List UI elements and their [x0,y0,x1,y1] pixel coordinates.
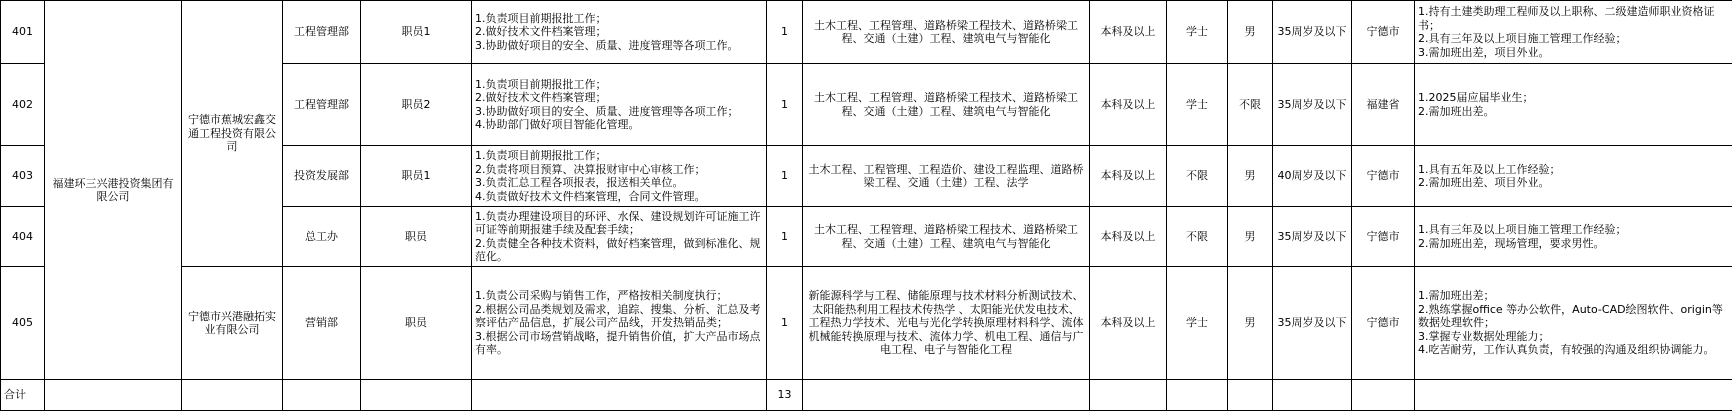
location-cell: 宁德市 [1352,267,1415,380]
headcount-cell: 1 [767,267,803,380]
requirement-line: 1.2025届应届毕业生； [1418,91,1534,104]
empty-cell [803,380,1090,411]
requirement-line: 3.需加班出差，项目外业。 [1418,45,1550,59]
duties-cell [472,267,767,380]
location-cell: 宁德市 [1352,146,1415,207]
empty-cell [1273,380,1352,411]
major-cell: 新能源科学与工程、储能原理与技术材料分析测试技术、太阳能热利用工程技术传热学 、太阳能光伏发电技术、 工程热力学技术、光电与光化学转换原理材料科学、流体机械能转换原理与技术、流体力学、机电工程、通信与广电工程、电子与智能化工程 [803,267,1090,380]
duty-line: 3.协助做好项目的安全、质量、进度管理等各项工作； [475,104,739,118]
duties-cell [472,207,767,267]
requirement-line: 1.持有土建类助理工程师及以上职称、二级建造师职业资格证书； [1418,5,1715,32]
row-number: 404 [1,207,45,267]
requirement-line: 4.吃苦耐劳，工作认真负责，有较强的沟通及组织协调能力。 [1418,343,1715,357]
empty-cell [472,380,767,411]
requirements-cell [1415,267,1732,380]
post-cell: 职员2 [361,64,472,146]
duties-cell [472,1,767,64]
row-number: 405 [1,267,45,380]
duty-line: 3.协助做好项目的安全、质量、进度管理等各项工作。 [475,38,739,52]
degree-cell: 不限 [1167,207,1228,267]
requirement-line: 2.熟练掌握office 等办公软件，Auto-CAD绘图软件、origin等数据处理软件； [1418,302,1723,330]
post-cell: 职员1 [361,146,472,207]
duty-line: 1.负责公司采购与销售工作，严格按相关制度执行； [475,289,728,303]
duty-line: 2.负责健全各种技术资料，做好档案管理，做到标准化、规范化。 [475,236,761,263]
empty-cell [361,380,472,411]
requirement-line: 3.掌握专业数据处理能力； [1418,329,1550,343]
department-cell: 工程管理部 [283,1,361,64]
requirement-line: 2.需加班出差，现场管理，要求男性。 [1418,236,1605,250]
group-name-cell: 福建环三兴港投资集团有限公司 [45,1,182,380]
age-cell: 35周岁及以下 [1273,267,1352,380]
degree-cell: 学士 [1167,1,1228,64]
duties-cell [472,64,767,146]
headcount-cell: 1 [767,64,803,146]
department-cell: 工程管理部 [283,64,361,146]
table-row [1,267,1732,380]
duty-line: 4.负责做好技术文件档案管理，合同文件管理。 [475,189,706,203]
empty-cell [283,380,361,411]
row-number: 402 [1,64,45,146]
headcount-cell: 1 [767,146,803,207]
gender-cell: 男 [1228,267,1273,380]
total-count: 13 [767,380,803,411]
age-cell: 35周岁及以下 [1273,1,1352,64]
major-cell: 土木工程、工程管理、道路桥梁工程技术、道路桥梁工程、交通（土建）工程、建筑电气与智能化 [803,64,1090,146]
duties-cell [472,146,767,207]
major-cell: 土木工程、工程管理、工程造价、建设工程监理、道路桥梁工程、交通（土建）工程、法学 [803,146,1090,207]
education-cell: 本科及以上 [1090,1,1167,64]
empty-cell [182,380,283,411]
requirements-cell [1415,146,1732,207]
requirements-cell [1415,1,1732,64]
age-cell: 35周岁及以下 [1273,64,1352,146]
requirement-line: 2.需加班出差。 [1418,104,1495,118]
requirements-cell [1415,207,1732,267]
row-number: 403 [1,146,45,207]
major-cell: 土木工程、工程管理、道路桥梁工程技术、道路桥梁工程、交通（土建）工程、建筑电气与智能化 [803,1,1090,64]
total-row [1,380,1732,411]
duty-line: 1.负责项目前期报批工作； [475,77,607,91]
education-cell: 本科及以上 [1090,207,1167,267]
gender-cell: 男 [1228,146,1273,207]
degree-cell: 学士 [1167,267,1228,380]
duty-line: 1.负责办理建设项目的环评、水保、建设规划许可证施工许可证等前期报建手续及配套手续； [475,209,761,236]
empty-cell [1228,380,1273,411]
post-cell: 职员 [361,207,472,267]
major-cell: 土木工程、工程管理、道路桥梁工程技术、道路桥梁工程、交通（土建）工程、建筑电气与智能化 [803,207,1090,267]
empty-cell [1352,380,1415,411]
duty-line: 1.负责项目前期报批工作； [475,149,607,162]
gender-cell: 男 [1228,207,1273,267]
company-name-cell: 宁德市兴港融拓实业有限公司 [182,267,283,380]
empty-cell [1415,380,1732,411]
requirement-line: 1.需加班出差； [1418,289,1495,303]
requirement-line: 2.需加班出差、项目外业。 [1418,176,1550,189]
duty-line: 2.做好技术文件档案管理； [475,91,607,104]
empty-cell [1090,380,1167,411]
department-cell: 投资发展部 [283,146,361,207]
row-number: 401 [1,1,45,64]
location-cell: 宁德市 [1352,1,1415,64]
duty-line: 2.负责将项目预算、决算报财审中心审核工作； [475,162,706,176]
education-cell: 本科及以上 [1090,146,1167,207]
degree-cell: 学士 [1167,64,1228,146]
empty-cell [45,380,182,411]
table-row [1,1,1732,64]
gender-cell: 不限 [1228,64,1273,146]
age-cell: 40周岁及以下 [1273,146,1352,207]
age-cell: 35周岁及以下 [1273,207,1352,267]
degree-cell: 不限 [1167,146,1228,207]
education-cell: 本科及以上 [1090,267,1167,380]
duty-line: 3.根据公司市场营销战略，提升销售价值，扩大产品市场点有率。 [475,329,761,357]
duty-line: 1.负责项目前期报批工作； [475,11,607,25]
duty-line: 2.根据公司品类规划及需求，追踪、搜集、分析、汇总及考察评估产品信息，扩展公司产品线，开发热销品类； [475,302,761,330]
location-cell: 宁德市 [1352,207,1415,267]
duty-line: 4.协助部门做好项目智能化管理。 [475,118,640,131]
department-cell: 总工办 [283,207,361,267]
headcount-cell: 1 [767,1,803,64]
duty-line: 3.负责汇总工程各项报表，报送相关单位。 [475,176,684,189]
total-label: 合计 [1,380,45,411]
requirements-cell [1415,64,1732,146]
company-name-cell: 宁德市蕉城宏鑫交通工程投资有限公司 [182,1,283,267]
empty-cell [1167,380,1228,411]
duty-line: 2.做好技术文件档案管理； [475,25,607,39]
location-cell: 福建省 [1352,64,1415,146]
headcount-cell: 1 [767,207,803,267]
requirement-line: 1.具有五年及以上工作经验； [1418,162,1561,176]
requirement-line: 1.具有三年及以上项目施工管理工作经验； [1418,223,1627,236]
requirement-line: 2.具有三年及以上项目施工管理工作经验； [1418,32,1627,45]
department-cell: 营销部 [283,267,361,380]
education-cell: 本科及以上 [1090,64,1167,146]
post-cell: 职员 [361,267,472,380]
post-cell: 职员1 [361,1,472,64]
gender-cell: 男 [1228,1,1273,64]
